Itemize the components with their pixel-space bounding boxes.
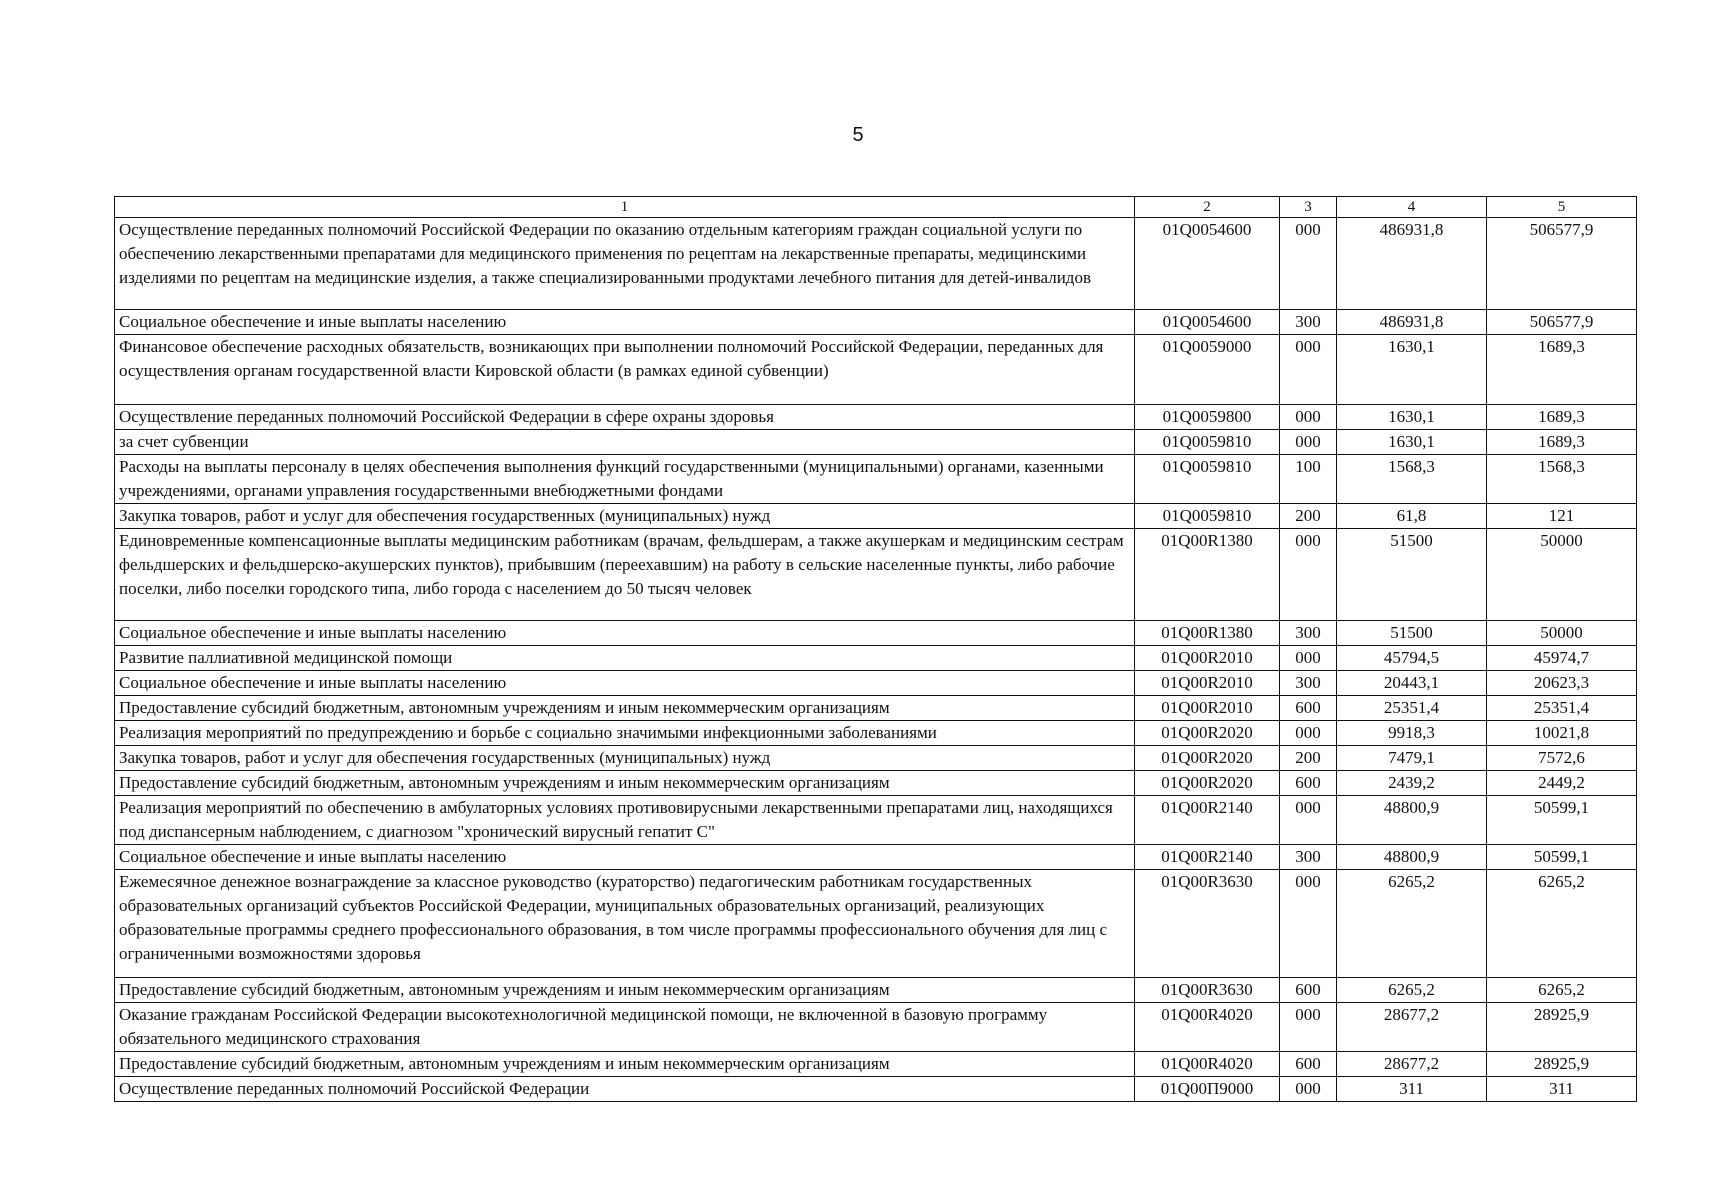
row-amount-year-1-cell: 61,8	[1337, 504, 1487, 529]
page-number: 5	[852, 124, 864, 146]
row-expense-type-cell: 000	[1280, 1003, 1337, 1052]
row-name-cell: Реализация мероприятий по обеспечению в амбулаторных условиях противовирусными лекарственными препаратами лиц, находящихся под диспансерным наблюдением, с диагнозом "хронический вирусный гепатит С"	[115, 796, 1135, 845]
row-name-cell: Осуществление переданных полномочий Российской Федерации	[115, 1077, 1135, 1102]
table-row	[115, 746, 1637, 771]
row-amount-year-1-cell: 6265,2	[1337, 978, 1487, 1003]
row-expense-type-cell: 000	[1280, 721, 1337, 746]
row-amount-year-2-cell: 121	[1487, 504, 1637, 529]
row-amount-year-1-cell: 311	[1337, 1077, 1487, 1102]
row-code-cell: 01Q00R1380	[1135, 529, 1280, 621]
table-row	[115, 310, 1637, 335]
row-code-cell: 01Q00R2010	[1135, 696, 1280, 721]
row-code-cell: 01Q00R3630	[1135, 870, 1280, 978]
row-amount-year-2-cell: 1689,3	[1487, 335, 1637, 405]
row-expense-type-cell: 600	[1280, 1052, 1337, 1077]
row-amount-year-1-cell: 28677,2	[1337, 1052, 1487, 1077]
table-row	[115, 978, 1637, 1003]
row-amount-year-2-cell: 50000	[1487, 529, 1637, 621]
row-amount-year-1-cell: 20443,1	[1337, 671, 1487, 696]
row-name-cell: Оказание гражданам Российской Федерации высокотехнологичной медицинской помощи, не включенной в базовую программу обязательного медицинского страхования	[115, 1003, 1135, 1052]
row-amount-year-1-cell: 486931,8	[1337, 218, 1487, 310]
row-name-cell: Осуществление переданных полномочий Российской Федерации по оказанию отдельным категориям граждан социальной услуги по обеспечению лекарственными препаратами для медицинского применения по рецептам на лекарственные препараты, медицинскими изделиями по рецептам на медицинские изделия, а также специализированными продуктами лечебного питания для детей-инвалидов	[115, 218, 1135, 310]
row-code-cell: 01Q00П9000	[1135, 1077, 1280, 1102]
table-row	[115, 671, 1637, 696]
row-code-cell: 01Q00R2010	[1135, 671, 1280, 696]
row-code-cell: 01Q0059810	[1135, 430, 1280, 455]
row-amount-year-1-cell: 9918,3	[1337, 721, 1487, 746]
row-amount-year-2-cell: 6265,2	[1487, 978, 1637, 1003]
row-expense-type-cell: 000	[1280, 218, 1337, 310]
row-amount-year-1-cell: 51500	[1337, 529, 1487, 621]
row-name-cell: Закупка товаров, работ и услуг для обеспечения государственных (муниципальных) нужд	[115, 504, 1135, 529]
row-amount-year-2-cell: 28925,9	[1487, 1003, 1637, 1052]
row-name-cell: Развитие паллиативной медицинской помощи	[115, 646, 1135, 671]
row-name-cell: Социальное обеспечение и иные выплаты населению	[115, 845, 1135, 870]
table-row	[115, 870, 1637, 978]
row-name-cell: Предоставление субсидий бюджетным, автономным учреждениям и иным некоммерческим организациям	[115, 978, 1135, 1003]
row-expense-type-cell: 300	[1280, 310, 1337, 335]
row-amount-year-1-cell: 2439,2	[1337, 771, 1487, 796]
row-name-cell: Расходы на выплаты персоналу в целях обеспечения выполнения функций государственными (муниципальными) органами, казенными учреждениями, органами управления государственными внебюджетными фондами	[115, 455, 1135, 504]
row-amount-year-1-cell: 1568,3	[1337, 455, 1487, 504]
row-expense-type-cell: 600	[1280, 771, 1337, 796]
row-code-cell: 01Q0054600	[1135, 218, 1280, 310]
row-amount-year-1-cell: 48800,9	[1337, 845, 1487, 870]
row-code-cell: 01Q00R4020	[1135, 1052, 1280, 1077]
row-code-cell: 01Q00R2140	[1135, 796, 1280, 845]
row-name-cell: за счет субвенции	[115, 430, 1135, 455]
column-header-amount-year-2: 5	[1487, 197, 1637, 218]
row-amount-year-1-cell: 28677,2	[1337, 1003, 1487, 1052]
table-row	[115, 721, 1637, 746]
row-code-cell: 01Q00R1380	[1135, 621, 1280, 646]
row-expense-type-cell: 000	[1280, 1077, 1337, 1102]
row-expense-type-cell: 200	[1280, 504, 1337, 529]
table-row	[115, 430, 1637, 455]
row-name-cell: Предоставление субсидий бюджетным, автономным учреждениям и иным некоммерческим организациям	[115, 696, 1135, 721]
table-row	[115, 218, 1637, 310]
row-name-cell: Ежемесячное денежное вознаграждение за классное руководство (кураторство) педагогическим работникам государственных образовательных организаций субъектов Российской Федерации, муниципальных образовательных организаций, реализующих образовательные программы среднего профессионального образования, в том числе программы профессионального обучения для лиц с ограниченными возможностями здоровья	[115, 870, 1135, 978]
row-amount-year-2-cell: 311	[1487, 1077, 1637, 1102]
table-row	[115, 1052, 1637, 1077]
row-expense-type-cell: 600	[1280, 978, 1337, 1003]
row-amount-year-1-cell: 45794,5	[1337, 646, 1487, 671]
row-amount-year-1-cell: 1630,1	[1337, 335, 1487, 405]
row-code-cell: 01Q00R2010	[1135, 646, 1280, 671]
row-code-cell: 01Q00R3630	[1135, 978, 1280, 1003]
table-row	[115, 845, 1637, 870]
row-expense-type-cell: 000	[1280, 529, 1337, 621]
row-amount-year-1-cell: 486931,8	[1337, 310, 1487, 335]
row-name-cell: Социальное обеспечение и иные выплаты населению	[115, 310, 1135, 335]
row-code-cell: 01Q0054600	[1135, 310, 1280, 335]
row-code-cell: 01Q00R2140	[1135, 845, 1280, 870]
table-row	[115, 1077, 1637, 1102]
column-header-name: 1	[115, 197, 1135, 218]
row-expense-type-cell: 000	[1280, 335, 1337, 405]
row-code-cell: 01Q00R2020	[1135, 746, 1280, 771]
row-name-cell: Предоставление субсидий бюджетным, автономным учреждениям и иным некоммерческим организациям	[115, 1052, 1135, 1077]
row-code-cell: 01Q00R2020	[1135, 771, 1280, 796]
row-code-cell: 01Q00R2020	[1135, 721, 1280, 746]
budget-table	[114, 196, 1637, 1102]
row-amount-year-2-cell: 50000	[1487, 621, 1637, 646]
table-row	[115, 1003, 1637, 1052]
header-row	[115, 197, 1637, 218]
row-expense-type-cell: 000	[1280, 430, 1337, 455]
column-header-amount-year-1: 4	[1337, 197, 1487, 218]
row-amount-year-2-cell: 50599,1	[1487, 796, 1637, 845]
row-amount-year-2-cell: 6265,2	[1487, 870, 1637, 978]
row-amount-year-2-cell: 45974,7	[1487, 646, 1637, 671]
table-row	[115, 335, 1637, 405]
row-amount-year-1-cell: 1630,1	[1337, 430, 1487, 455]
table-row	[115, 405, 1637, 430]
row-code-cell: 01Q0059810	[1135, 504, 1280, 529]
row-name-cell: Закупка товаров, работ и услуг для обеспечения государственных (муниципальных) нужд	[115, 746, 1135, 771]
table-row	[115, 796, 1637, 845]
row-name-cell: Реализация мероприятий по предупреждению и борьбе с социально значимыми инфекционными заболеваниями	[115, 721, 1135, 746]
table-row	[115, 455, 1637, 504]
row-amount-year-1-cell: 51500	[1337, 621, 1487, 646]
table-row	[115, 696, 1637, 721]
row-name-cell: Осуществление переданных полномочий Российской Федерации в сфере охраны здоровья	[115, 405, 1135, 430]
row-amount-year-1-cell: 6265,2	[1337, 870, 1487, 978]
row-amount-year-2-cell: 1689,3	[1487, 405, 1637, 430]
row-amount-year-2-cell: 1689,3	[1487, 430, 1637, 455]
table-row	[115, 529, 1637, 621]
row-expense-type-cell: 100	[1280, 455, 1337, 504]
row-amount-year-2-cell: 506577,9	[1487, 310, 1637, 335]
row-code-cell: 01Q00R4020	[1135, 1003, 1280, 1052]
row-name-cell: Социальное обеспечение и иные выплаты населению	[115, 671, 1135, 696]
row-amount-year-1-cell: 7479,1	[1337, 746, 1487, 771]
row-expense-type-cell: 300	[1280, 845, 1337, 870]
row-amount-year-2-cell: 2449,2	[1487, 771, 1637, 796]
row-expense-type-cell: 600	[1280, 696, 1337, 721]
column-header-expense-type: 3	[1280, 197, 1337, 218]
row-amount-year-2-cell: 50599,1	[1487, 845, 1637, 870]
row-code-cell: 01Q0059000	[1135, 335, 1280, 405]
row-expense-type-cell: 000	[1280, 870, 1337, 978]
row-expense-type-cell: 000	[1280, 646, 1337, 671]
row-amount-year-2-cell: 506577,9	[1487, 218, 1637, 310]
row-amount-year-2-cell: 20623,3	[1487, 671, 1637, 696]
row-amount-year-2-cell: 28925,9	[1487, 1052, 1637, 1077]
row-code-cell: 01Q0059800	[1135, 405, 1280, 430]
row-code-cell: 01Q0059810	[1135, 455, 1280, 504]
row-expense-type-cell: 300	[1280, 671, 1337, 696]
table-row	[115, 771, 1637, 796]
row-name-cell: Единовременные компенсационные выплаты медицинским работникам (врачам, фельдшерам, а также акушеркам и медицинским сестрам фельдшерских и фельдшерско-акушерских пунктов), прибывшим (переехавшим) на работу в сельские населенные пункты, либо рабочие поселки, либо поселки городского типа, либо города с населением до 50 тысяч человек	[115, 529, 1135, 621]
row-expense-type-cell: 000	[1280, 405, 1337, 430]
row-amount-year-2-cell: 25351,4	[1487, 696, 1637, 721]
row-expense-type-cell: 000	[1280, 796, 1337, 845]
row-name-cell: Социальное обеспечение и иные выплаты населению	[115, 621, 1135, 646]
row-expense-type-cell: 200	[1280, 746, 1337, 771]
row-expense-type-cell: 300	[1280, 621, 1337, 646]
row-amount-year-2-cell: 7572,6	[1487, 746, 1637, 771]
column-header-code: 2	[1135, 197, 1280, 218]
row-amount-year-1-cell: 25351,4	[1337, 696, 1487, 721]
table-row	[115, 621, 1637, 646]
row-amount-year-1-cell: 48800,9	[1337, 796, 1487, 845]
row-amount-year-2-cell: 10021,8	[1487, 721, 1637, 746]
row-name-cell: Финансовое обеспечение расходных обязательств, возникающих при выполнении полномочий Российской Федерации, переданных для осуществления органам государственной власти Кировской области (в рамках единой субвенции)	[115, 335, 1135, 405]
table-row	[115, 504, 1637, 529]
row-amount-year-2-cell: 1568,3	[1487, 455, 1637, 504]
row-name-cell: Предоставление субсидий бюджетным, автономным учреждениям и иным некоммерческим организациям	[115, 771, 1135, 796]
row-amount-year-1-cell: 1630,1	[1337, 405, 1487, 430]
table-row	[115, 646, 1637, 671]
